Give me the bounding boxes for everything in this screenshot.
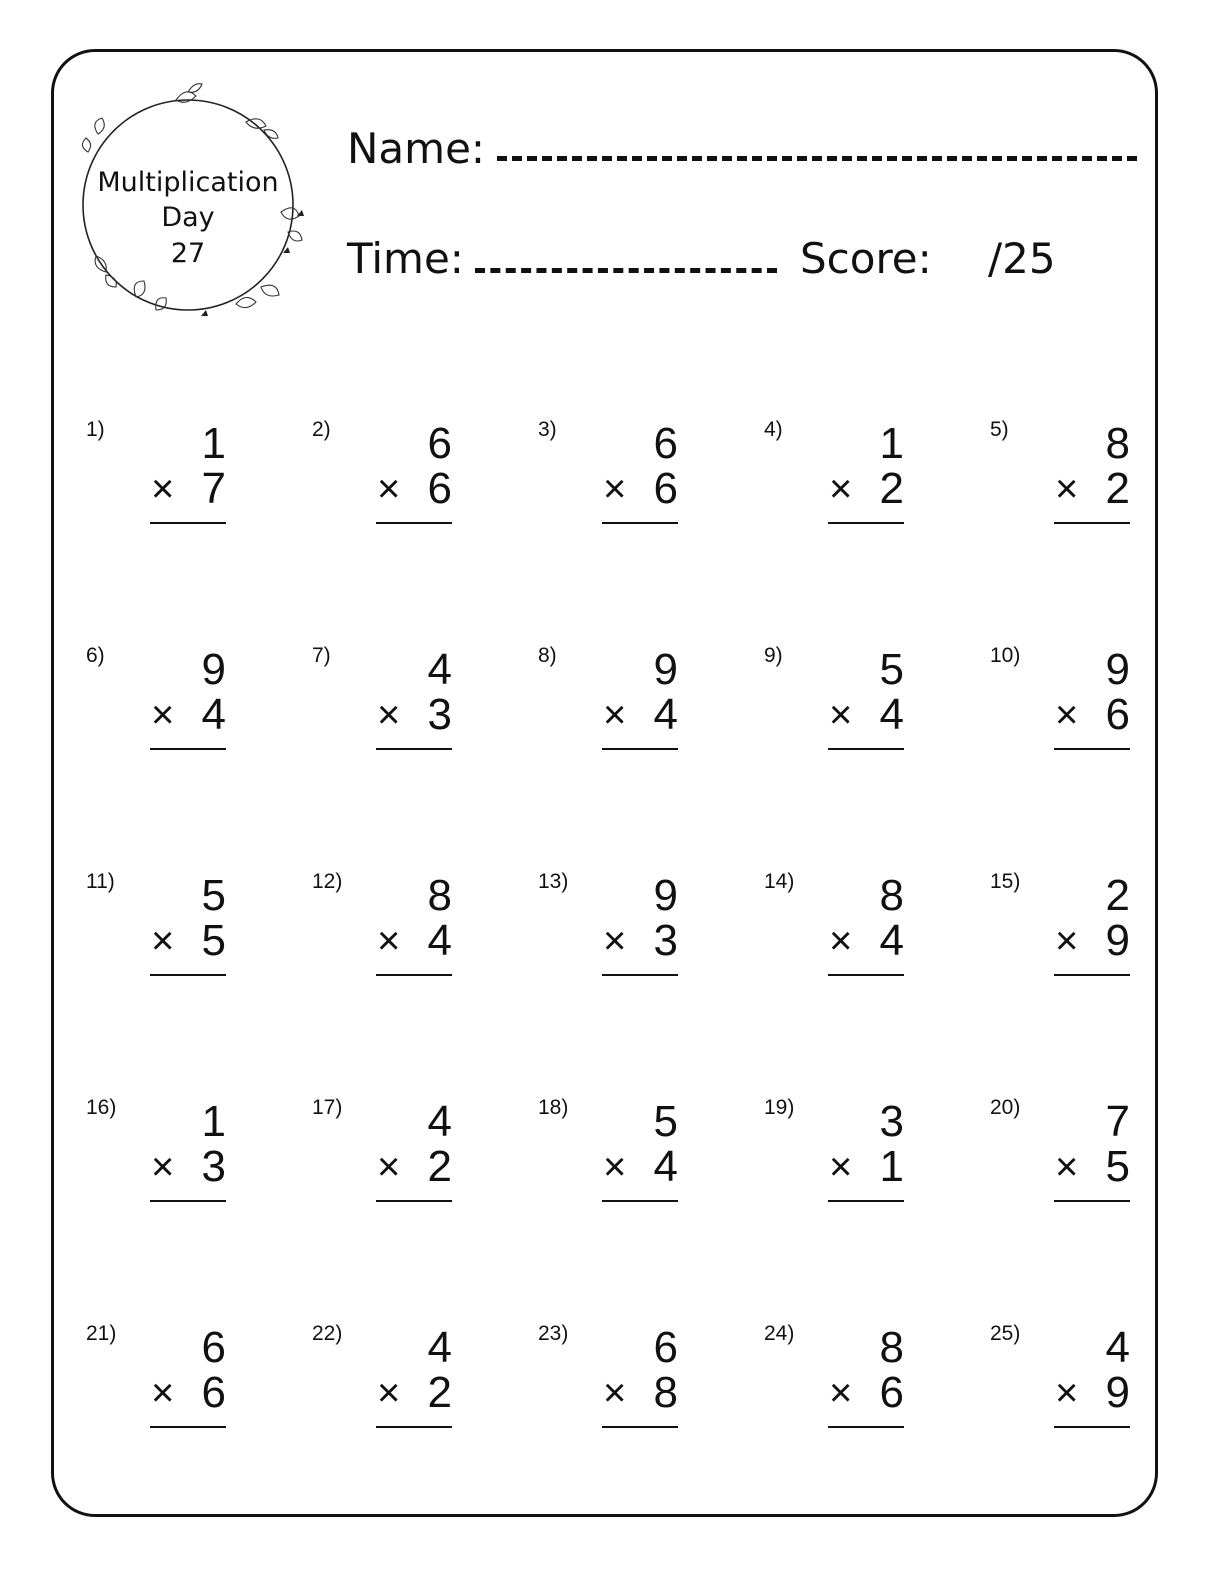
answer-line[interactable] — [150, 1426, 226, 1428]
multiplicand: 4 — [427, 1097, 452, 1146]
multiplicand: 9 — [653, 871, 678, 920]
multiplier-row — [603, 1142, 678, 1191]
problem-number: 24) — [764, 1322, 795, 1345]
multiplier: 3 — [653, 916, 678, 965]
answer-line[interactable] — [828, 1200, 904, 1202]
problem-item — [990, 644, 1130, 764]
multiplier: 6 — [653, 464, 678, 513]
multiplicand: 8 — [1105, 419, 1130, 468]
problem-number: 11) — [86, 870, 115, 893]
problem-item — [312, 1322, 452, 1442]
problem-item — [764, 418, 904, 538]
times-sign: × — [377, 919, 401, 963]
problem-number: 25) — [990, 1322, 1021, 1345]
multiplier: 9 — [1105, 916, 1130, 965]
answer-line[interactable] — [602, 748, 678, 750]
problem-item — [86, 418, 226, 538]
times-sign: × — [377, 693, 401, 737]
multiplicand: 1 — [201, 1097, 226, 1146]
multiplicand: 8 — [879, 1323, 904, 1372]
multiplicand: 5 — [201, 871, 226, 920]
multiplier: 4 — [879, 690, 904, 739]
multiplier: 5 — [1105, 1142, 1130, 1191]
problem-item — [312, 1096, 452, 1216]
problem-item — [764, 870, 904, 990]
answer-line[interactable] — [376, 522, 452, 524]
problem-number: 8) — [538, 644, 557, 667]
answer-line[interactable] — [602, 974, 678, 976]
multiplier: 4 — [201, 690, 226, 739]
multiplicand: 4 — [1105, 1323, 1130, 1372]
answer-line[interactable] — [150, 1200, 226, 1202]
multiplicand: 4 — [427, 645, 452, 694]
multiplier-row — [377, 1142, 452, 1191]
time-field[interactable] — [475, 268, 777, 273]
multiplier-row — [603, 916, 678, 965]
multiplicand: 4 — [427, 1323, 452, 1372]
multiplier: 3 — [201, 1142, 226, 1191]
problem-item — [990, 1322, 1130, 1442]
multiplier: 8 — [653, 1368, 678, 1417]
problem-item — [312, 418, 452, 538]
times-sign: × — [377, 1145, 401, 1189]
multiplier: 6 — [1105, 690, 1130, 739]
times-sign: × — [151, 1145, 175, 1189]
times-sign: × — [829, 1145, 853, 1189]
problem-item — [538, 418, 678, 538]
multiplier: 5 — [201, 916, 226, 965]
multiplicand: 5 — [879, 645, 904, 694]
times-sign: × — [1055, 1145, 1079, 1189]
badge-day-number: 27 — [170, 238, 206, 269]
answer-line[interactable] — [828, 748, 904, 750]
times-sign: × — [1055, 467, 1079, 511]
multiplier: 6 — [879, 1368, 904, 1417]
multiplier-row — [829, 464, 904, 513]
times-sign: × — [829, 693, 853, 737]
problem-item — [990, 418, 1130, 538]
multiplier: 6 — [201, 1368, 226, 1417]
problem-item — [990, 870, 1130, 990]
multiplicand: 5 — [653, 1097, 678, 1146]
problem-number: 12) — [312, 870, 343, 893]
problem-number: 15) — [990, 870, 1021, 893]
answer-line[interactable] — [602, 1200, 678, 1202]
times-sign: × — [151, 693, 175, 737]
times-sign: × — [1055, 1371, 1079, 1415]
score-total: /25 — [988, 234, 1056, 283]
problem-item — [538, 1322, 678, 1442]
multiplier-row — [151, 1142, 226, 1191]
multiplier: 7 — [201, 464, 226, 513]
answer-line[interactable] — [376, 1200, 452, 1202]
problem-number: 3) — [538, 418, 557, 441]
times-sign: × — [603, 693, 627, 737]
multiplier-row — [151, 916, 226, 965]
multiplier-row — [603, 690, 678, 739]
multiplier-row — [829, 916, 904, 965]
time-label: Time: — [347, 234, 464, 283]
times-sign: × — [1055, 693, 1079, 737]
problem-number: 19) — [764, 1096, 795, 1119]
multiplier: 2 — [427, 1142, 452, 1191]
multiplier-row — [1055, 464, 1130, 513]
multiplier-row — [377, 1368, 452, 1417]
multiplier-row — [1055, 690, 1130, 739]
name-field[interactable] — [497, 156, 1137, 161]
problem-number: 9) — [764, 644, 783, 667]
multiplier-row — [151, 690, 226, 739]
problem-item — [538, 870, 678, 990]
name-label: Name: — [347, 124, 486, 173]
problem-number: 4) — [764, 418, 783, 441]
answer-line[interactable] — [1054, 1426, 1130, 1428]
problem-item — [538, 1096, 678, 1216]
problem-number: 16) — [86, 1096, 117, 1119]
answer-line[interactable] — [376, 974, 452, 976]
multiplier: 2 — [1105, 464, 1130, 513]
multiplier-row — [829, 1142, 904, 1191]
times-sign: × — [829, 919, 853, 963]
multiplicand: 2 — [1105, 871, 1130, 920]
score-label: Score: — [800, 234, 932, 283]
problem-item — [86, 870, 226, 990]
multiplier-row — [603, 1368, 678, 1417]
problem-number: 6) — [86, 644, 105, 667]
multiplier-row — [377, 916, 452, 965]
multiplier: 3 — [427, 690, 452, 739]
problem-number: 23) — [538, 1322, 569, 1345]
multiplier: 4 — [653, 1142, 678, 1191]
problem-number: 22) — [312, 1322, 343, 1345]
multiplicand: 6 — [427, 419, 452, 468]
problem-number: 7) — [312, 644, 331, 667]
multiplier-row — [151, 464, 226, 513]
multiplicand: 6 — [653, 1323, 678, 1372]
problem-number: 13) — [538, 870, 569, 893]
times-sign: × — [377, 1371, 401, 1415]
problem-item — [764, 1322, 904, 1442]
multiplicand: 8 — [879, 871, 904, 920]
multiplier-row — [829, 690, 904, 739]
multiplier-row — [151, 1368, 226, 1417]
answer-line[interactable] — [1054, 1200, 1130, 1202]
title-badge — [76, 82, 321, 327]
answer-line[interactable] — [1054, 522, 1130, 524]
multiplier: 6 — [427, 464, 452, 513]
multiplicand: 1 — [201, 419, 226, 468]
multiplicand: 9 — [201, 645, 226, 694]
answer-line[interactable] — [828, 1426, 904, 1428]
problem-number: 18) — [538, 1096, 569, 1119]
problem-item — [764, 644, 904, 764]
multiplicand: 8 — [427, 871, 452, 920]
badge-title: Multiplication — [97, 167, 279, 198]
multiplier: 9 — [1105, 1368, 1130, 1417]
multiplicand: 9 — [653, 645, 678, 694]
times-sign: × — [151, 919, 175, 963]
answer-line[interactable] — [1054, 748, 1130, 750]
problem-item — [312, 870, 452, 990]
answer-line[interactable] — [376, 748, 452, 750]
times-sign: × — [603, 1145, 627, 1189]
times-sign: × — [829, 467, 853, 511]
problem-item — [86, 1096, 226, 1216]
problem-item — [538, 644, 678, 764]
multiplier-row — [377, 464, 452, 513]
problem-number: 21) — [86, 1322, 117, 1345]
problem-number: 10) — [990, 644, 1021, 667]
times-sign: × — [829, 1371, 853, 1415]
multiplicand: 3 — [879, 1097, 904, 1146]
multiplier-row — [1055, 1368, 1130, 1417]
badge-day-label: Day — [161, 202, 215, 233]
answer-line[interactable] — [376, 1426, 452, 1428]
answer-line[interactable] — [828, 522, 904, 524]
answer-line[interactable] — [150, 748, 226, 750]
multiplier-row — [377, 690, 452, 739]
problem-number: 17) — [312, 1096, 343, 1119]
multiplicand: 7 — [1105, 1097, 1130, 1146]
answer-line[interactable] — [150, 974, 226, 976]
times-sign: × — [151, 467, 175, 511]
problem-number: 1) — [86, 418, 105, 441]
problem-number: 20) — [990, 1096, 1021, 1119]
times-sign: × — [1055, 919, 1079, 963]
problem-item — [86, 1322, 226, 1442]
times-sign: × — [603, 1371, 627, 1415]
multiplier: 2 — [427, 1368, 452, 1417]
answer-line[interactable] — [150, 522, 226, 524]
multiplicand: 6 — [201, 1323, 226, 1372]
multiplier: 1 — [879, 1142, 904, 1191]
times-sign: × — [377, 467, 401, 511]
times-sign: × — [603, 919, 627, 963]
multiplier: 4 — [653, 690, 678, 739]
multiplier-row — [603, 464, 678, 513]
problem-number: 2) — [312, 418, 331, 441]
multiplicand: 6 — [653, 419, 678, 468]
problem-number: 5) — [990, 418, 1009, 441]
multiplicand: 1 — [879, 419, 904, 468]
multiplier: 4 — [427, 916, 452, 965]
problem-number: 14) — [764, 870, 795, 893]
problem-item — [764, 1096, 904, 1216]
answer-line[interactable] — [828, 974, 904, 976]
problem-item — [990, 1096, 1130, 1216]
answer-line[interactable] — [602, 522, 678, 524]
multiplier-row — [829, 1368, 904, 1417]
answer-line[interactable] — [1054, 974, 1130, 976]
problem-item — [312, 644, 452, 764]
multiplier-row — [1055, 1142, 1130, 1191]
answer-line[interactable] — [602, 1426, 678, 1428]
multiplier: 4 — [879, 916, 904, 965]
multiplier: 2 — [879, 464, 904, 513]
multiplier-row — [1055, 916, 1130, 965]
times-sign: × — [151, 1371, 175, 1415]
problem-item — [86, 644, 226, 764]
multiplicand: 9 — [1105, 645, 1130, 694]
times-sign: × — [603, 467, 627, 511]
